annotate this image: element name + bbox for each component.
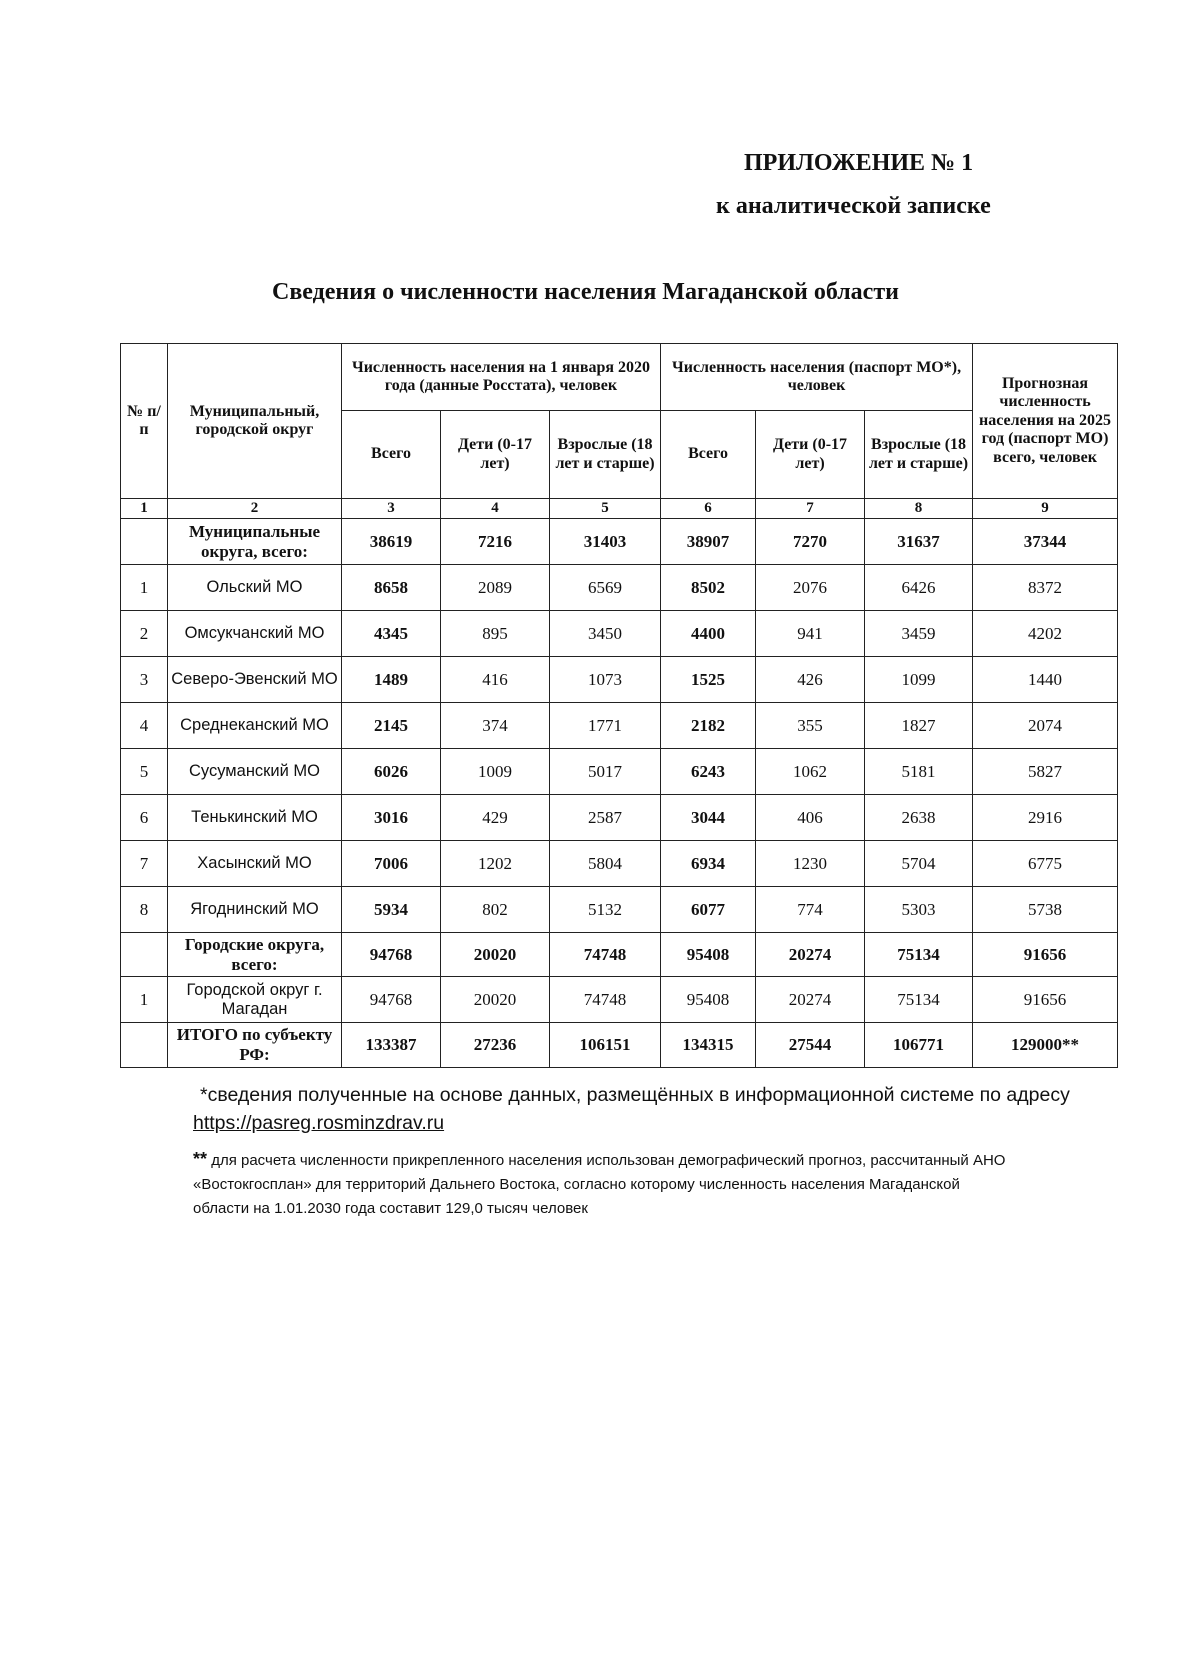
district-name: Городские округа, всего: [168, 933, 342, 977]
value-cell: 37344 [973, 519, 1118, 565]
value-cell: 2076 [756, 565, 865, 611]
value-cell: 3016 [342, 795, 441, 841]
header-number: № п/п [121, 344, 168, 499]
value-cell: 4202 [973, 611, 1118, 657]
value-cell: 129000** [973, 1023, 1118, 1068]
value-cell: 75134 [865, 977, 973, 1023]
value-cell: 1009 [441, 749, 550, 795]
value-cell: 5738 [973, 887, 1118, 933]
value-cell: 2074 [973, 703, 1118, 749]
value-cell: 1440 [973, 657, 1118, 703]
footnote-link[interactable]: https://pasreg.rosminzdrav.ru [193, 1112, 445, 1134]
appendix-title: ПРИЛОЖЕНИЕ № 1 [744, 150, 974, 176]
value-cell: 5303 [865, 887, 973, 933]
value-cell: 27544 [756, 1023, 865, 1068]
footnote-1: *сведения полученные на основе данных, размещённых в информационной системе по адресу [200, 1084, 1070, 1106]
value-cell: 5132 [550, 887, 661, 933]
value-cell: 7006 [342, 841, 441, 887]
row-number [121, 519, 168, 565]
header-group-rosstat: Численность населения на 1 января 2020 года (данные Росстата), человек [342, 344, 661, 411]
value-cell: 5181 [865, 749, 973, 795]
value-cell: 5017 [550, 749, 661, 795]
column-number: 5 [550, 499, 661, 519]
column-number: 9 [973, 499, 1118, 519]
value-cell: 2145 [342, 703, 441, 749]
column-number: 7 [756, 499, 865, 519]
value-cell: 20020 [441, 977, 550, 1023]
district-name: ИТОГО по субъекту РФ: [168, 1023, 342, 1068]
value-cell: 7216 [441, 519, 550, 565]
value-cell: 3450 [550, 611, 661, 657]
value-cell: 31637 [865, 519, 973, 565]
district-name: Сусуманский МО [168, 749, 342, 795]
population-table [120, 343, 1118, 1068]
footnote-2-line-2: «Востокгосплан» для территорий Дальнего Востока, согласно которому численность населения Магаданской области на 1.01.2030 года составит 129,0 тысяч человек [193, 1176, 960, 1217]
header-rosstat-adults: Взрослые (18 лет и старше) [550, 411, 661, 499]
municipal-row [121, 703, 1118, 749]
value-cell: 38619 [342, 519, 441, 565]
value-cell: 5827 [973, 749, 1118, 795]
value-cell: 8658 [342, 565, 441, 611]
footnote-2-line-1: для расчета численности прикрепленного населения использован демографический прогноз, рассчитанный АНО [211, 1152, 1006, 1169]
value-cell: 20020 [441, 933, 550, 977]
district-name: Ягоднинский МО [168, 887, 342, 933]
row-number: 4 [121, 703, 168, 749]
municipal-row [121, 795, 1118, 841]
district-name: Тенькинский МО [168, 795, 342, 841]
value-cell: 895 [441, 611, 550, 657]
document-title: Сведения о численности населения Магаданской области [272, 279, 899, 305]
value-cell: 2916 [973, 795, 1118, 841]
city-row [121, 977, 1118, 1023]
value-cell: 1202 [441, 841, 550, 887]
footnote-2 [193, 1147, 1013, 1221]
value-cell: 6426 [865, 565, 973, 611]
column-number: 4 [441, 499, 550, 519]
municipal-subtotal-row [121, 519, 1118, 565]
header-passport-adults: Взрослые (18 лет и старше) [865, 411, 973, 499]
district-name: Муниципальные округа, всего: [168, 519, 342, 565]
value-cell: 6569 [550, 565, 661, 611]
header-district: Муниципальный, городской округ [168, 344, 342, 499]
municipal-row [121, 657, 1118, 703]
value-cell: 941 [756, 611, 865, 657]
header-passport-children: Дети (0-17 лет) [756, 411, 865, 499]
municipal-row [121, 841, 1118, 887]
city-subtotal-row [121, 933, 1118, 977]
value-cell: 1099 [865, 657, 973, 703]
grand-total-row [121, 1023, 1118, 1068]
header-passport-total: Всего [661, 411, 756, 499]
value-cell: 91656 [973, 933, 1118, 977]
value-cell: 95408 [661, 977, 756, 1023]
municipal-row [121, 611, 1118, 657]
value-cell: 106771 [865, 1023, 973, 1068]
value-cell: 6077 [661, 887, 756, 933]
value-cell: 38907 [661, 519, 756, 565]
footnote-2-marker: ** [193, 1149, 208, 1169]
value-cell: 75134 [865, 933, 973, 977]
value-cell: 5934 [342, 887, 441, 933]
value-cell: 5804 [550, 841, 661, 887]
value-cell: 2587 [550, 795, 661, 841]
value-cell: 2182 [661, 703, 756, 749]
row-number: 5 [121, 749, 168, 795]
value-cell: 94768 [342, 933, 441, 977]
value-cell: 426 [756, 657, 865, 703]
municipal-row [121, 887, 1118, 933]
district-name: Омсукчанский МО [168, 611, 342, 657]
value-cell: 1771 [550, 703, 661, 749]
column-number: 8 [865, 499, 973, 519]
value-cell: 5704 [865, 841, 973, 887]
value-cell: 355 [756, 703, 865, 749]
value-cell: 429 [441, 795, 550, 841]
value-cell: 7270 [756, 519, 865, 565]
row-number: 8 [121, 887, 168, 933]
value-cell: 8502 [661, 565, 756, 611]
column-numbers-row [121, 499, 1118, 519]
value-cell: 74748 [550, 977, 661, 1023]
value-cell: 3044 [661, 795, 756, 841]
header-rosstat-total: Всего [342, 411, 441, 499]
value-cell: 74748 [550, 933, 661, 977]
row-number [121, 933, 168, 977]
value-cell: 2089 [441, 565, 550, 611]
value-cell: 4400 [661, 611, 756, 657]
header-group-passport: Численность населения (паспорт МО*), человек [661, 344, 973, 411]
value-cell: 6775 [973, 841, 1118, 887]
value-cell: 406 [756, 795, 865, 841]
row-number: 3 [121, 657, 168, 703]
district-name: Хасынский МО [168, 841, 342, 887]
value-cell: 31403 [550, 519, 661, 565]
value-cell: 6026 [342, 749, 441, 795]
district-name: Среднеканский МО [168, 703, 342, 749]
municipal-row [121, 749, 1118, 795]
municipal-row [121, 565, 1118, 611]
district-name: Городской округ г. Магадан [168, 977, 342, 1023]
value-cell: 94768 [342, 977, 441, 1023]
value-cell: 4345 [342, 611, 441, 657]
value-cell: 3459 [865, 611, 973, 657]
value-cell: 6934 [661, 841, 756, 887]
value-cell: 134315 [661, 1023, 756, 1068]
row-number: 1 [121, 565, 168, 611]
value-cell: 6243 [661, 749, 756, 795]
value-cell: 1525 [661, 657, 756, 703]
column-number: 1 [121, 499, 168, 519]
value-cell: 774 [756, 887, 865, 933]
value-cell: 1073 [550, 657, 661, 703]
value-cell: 802 [441, 887, 550, 933]
district-name: Ольский МО [168, 565, 342, 611]
row-number: 1 [121, 977, 168, 1023]
column-number: 2 [168, 499, 342, 519]
value-cell: 20274 [756, 977, 865, 1023]
row-number: 6 [121, 795, 168, 841]
value-cell: 20274 [756, 933, 865, 977]
row-number: 2 [121, 611, 168, 657]
row-number [121, 1023, 168, 1068]
value-cell: 27236 [441, 1023, 550, 1068]
value-cell: 374 [441, 703, 550, 749]
value-cell: 1230 [756, 841, 865, 887]
value-cell: 133387 [342, 1023, 441, 1068]
value-cell: 1827 [865, 703, 973, 749]
value-cell: 95408 [661, 933, 756, 977]
value-cell: 1489 [342, 657, 441, 703]
value-cell: 2638 [865, 795, 973, 841]
district-name: Северо-Эвенский МО [168, 657, 342, 703]
value-cell: 1062 [756, 749, 865, 795]
value-cell: 8372 [973, 565, 1118, 611]
column-number: 6 [661, 499, 756, 519]
appendix-subtitle: к аналитической записке [716, 193, 991, 219]
row-number: 7 [121, 841, 168, 887]
value-cell: 91656 [973, 977, 1118, 1023]
header-forecast: Прогнозная численность населения на 2025 год (паспорт МО) всего, человек [973, 344, 1118, 499]
column-number: 3 [342, 499, 441, 519]
header-rosstat-children: Дети (0-17 лет) [441, 411, 550, 499]
value-cell: 106151 [550, 1023, 661, 1068]
value-cell: 416 [441, 657, 550, 703]
